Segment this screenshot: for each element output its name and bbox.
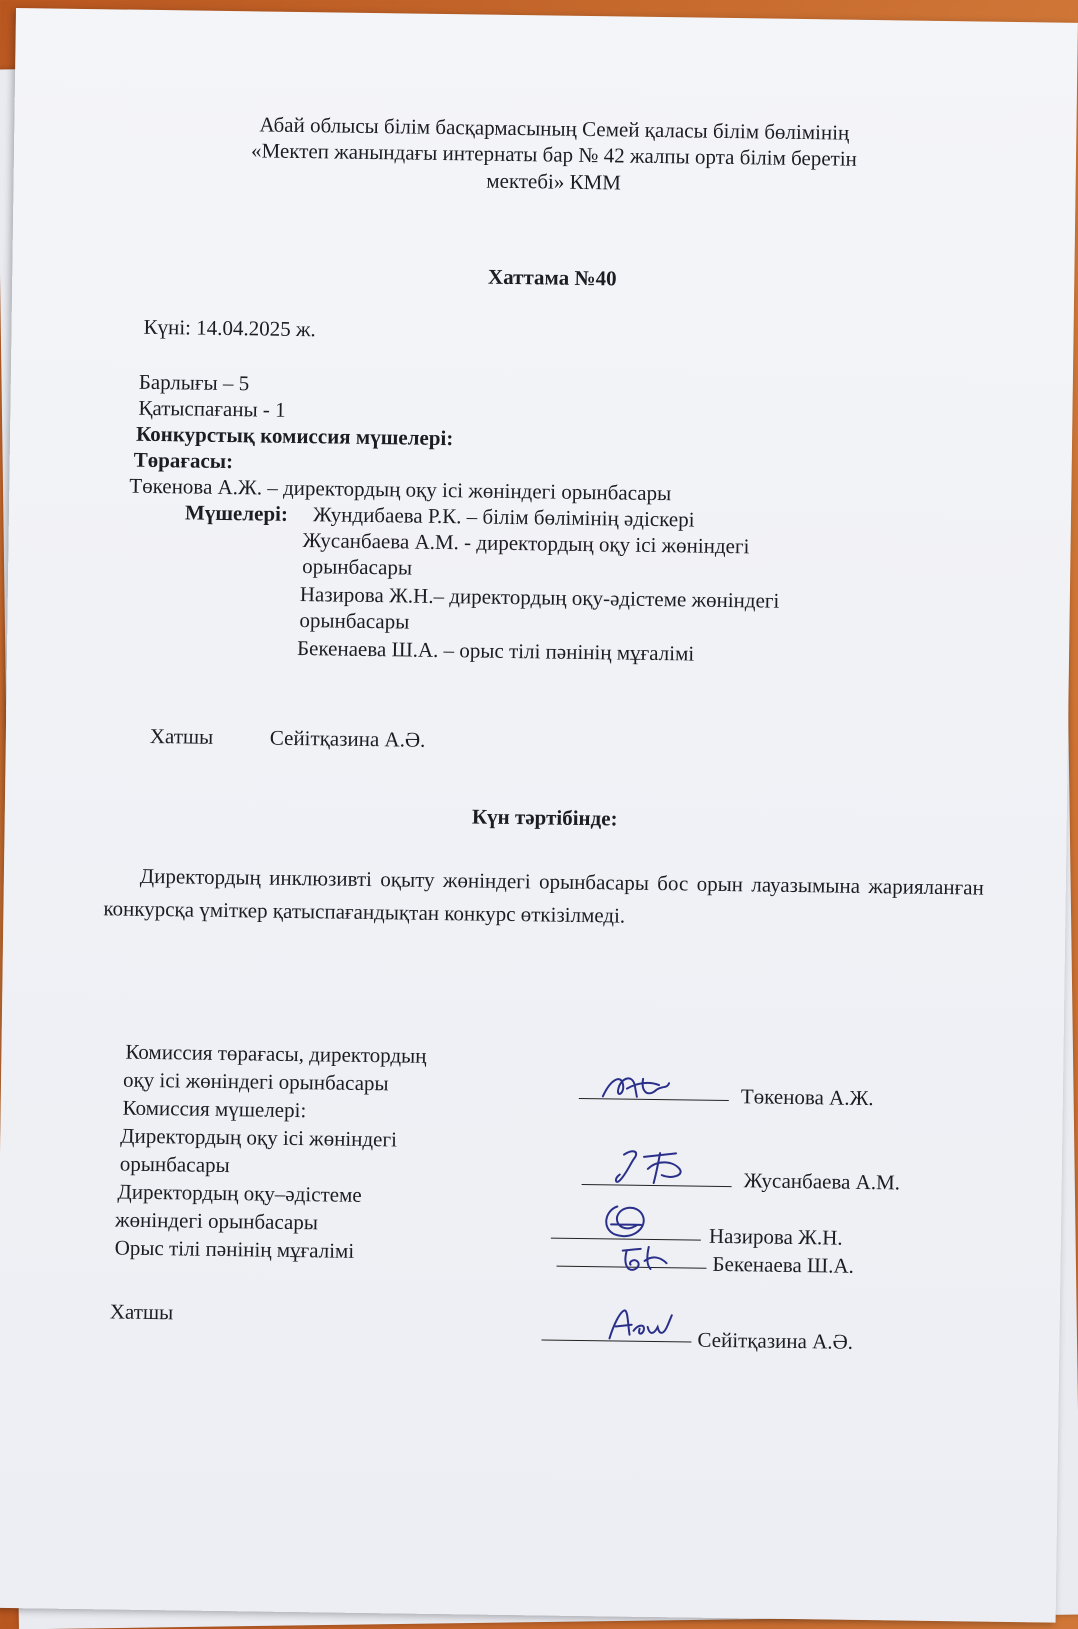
header-line-2: «Мектеп жанындағы интернаты бар № 42 жалпы орта білім беретін [250, 138, 858, 172]
secretary-signature [601, 1304, 678, 1350]
commission-heading: Конкурстық комиссия мүшелері: [135, 421, 454, 451]
members-heading: Мүшелері: [184, 500, 289, 526]
member-line-4: Назирова Ж.Н.– директордың оқу-әдістеме жөніндегі [299, 582, 780, 613]
chair-signature [597, 1068, 678, 1110]
member-line-5: орынбасары [299, 608, 410, 634]
protocol-title: Хаттама №40 [487, 264, 617, 291]
sig-chair-role-1: Комиссия төрағасы, директордың [125, 1039, 427, 1068]
sig-chair-name: Төкенова А.Ж. [740, 1084, 874, 1111]
header-line-3: мектебі» КММ [486, 168, 622, 194]
total-count: Барлығы – 5 [138, 369, 250, 396]
document-header [163, 110, 944, 200]
m1-signature [610, 1144, 691, 1194]
member-line-2: Жусанбаева А.М. - директордың оқу ісі жөніндегі [302, 528, 750, 559]
member-line-6: Бекенаева Ш.А. – орыс тілі пәнінің мұғалімі [296, 635, 695, 666]
sig-secretary-role: Хатшы [109, 1299, 174, 1325]
header-line-1: Абай облысы білім басқармасының Семей қаласы білім бөлімінің [259, 112, 850, 145]
sig-m2-role-1: Директордың оқу–әдістеме [117, 1179, 362, 1207]
chair-entry: Төкенова А.Ж. – директордың оқу ісі жөніндегі орынбасары [129, 473, 672, 506]
sig-m2-name: Назирова Ж.Н. [708, 1223, 843, 1250]
sig-secretary-name: Сейітқазина А.Ә. [697, 1327, 854, 1354]
sig-m1-role-2: орынбасары [119, 1151, 230, 1178]
m2-signature [597, 1198, 662, 1248]
secretary-name: Сейітқазина А.Ә. [269, 725, 426, 752]
secretary-label: Хатшы [149, 723, 214, 749]
sig-m1-role-1: Директордың оқу ісі жөніндегі [120, 1123, 398, 1152]
absent-count: Қатыспағаны - 1 [138, 395, 286, 422]
member-line-3: орынбасары [302, 554, 413, 580]
member-line-1: Жундибаева Р.К. – білім бөлімінің әдіскері [312, 502, 695, 532]
agenda-title: Күн тәртібінде: [471, 804, 618, 831]
m3-signature [616, 1243, 676, 1279]
chair-heading: Төрағасы: [133, 447, 234, 474]
sig-chair-role-2: оқу ісі жөніндегі орынбасары [122, 1067, 389, 1096]
sig-m1-name: Жусанбаева А.М. [743, 1168, 901, 1195]
sig-m3-name: Бекенаева Ш.А. [712, 1251, 855, 1278]
protocol-date: Күні: 14.04.2025 ж. [143, 314, 316, 342]
sig-members-label: Комиссия мүшелері: [122, 1095, 307, 1123]
sig-m2-role-2: жөніндегі орынбасары [114, 1207, 319, 1235]
sig-m3-role: Орыс тілі пәнінің мұғалімі [114, 1235, 355, 1263]
document-page [0, 8, 1078, 1623]
agenda-text: Директордың инклюзивті оқыту жөніндегі орынбасары бос орын лауазымына жарияланған конкурсқа үміткер қатыспағандықтан конкурс өткізілмеді. [103, 863, 984, 928]
